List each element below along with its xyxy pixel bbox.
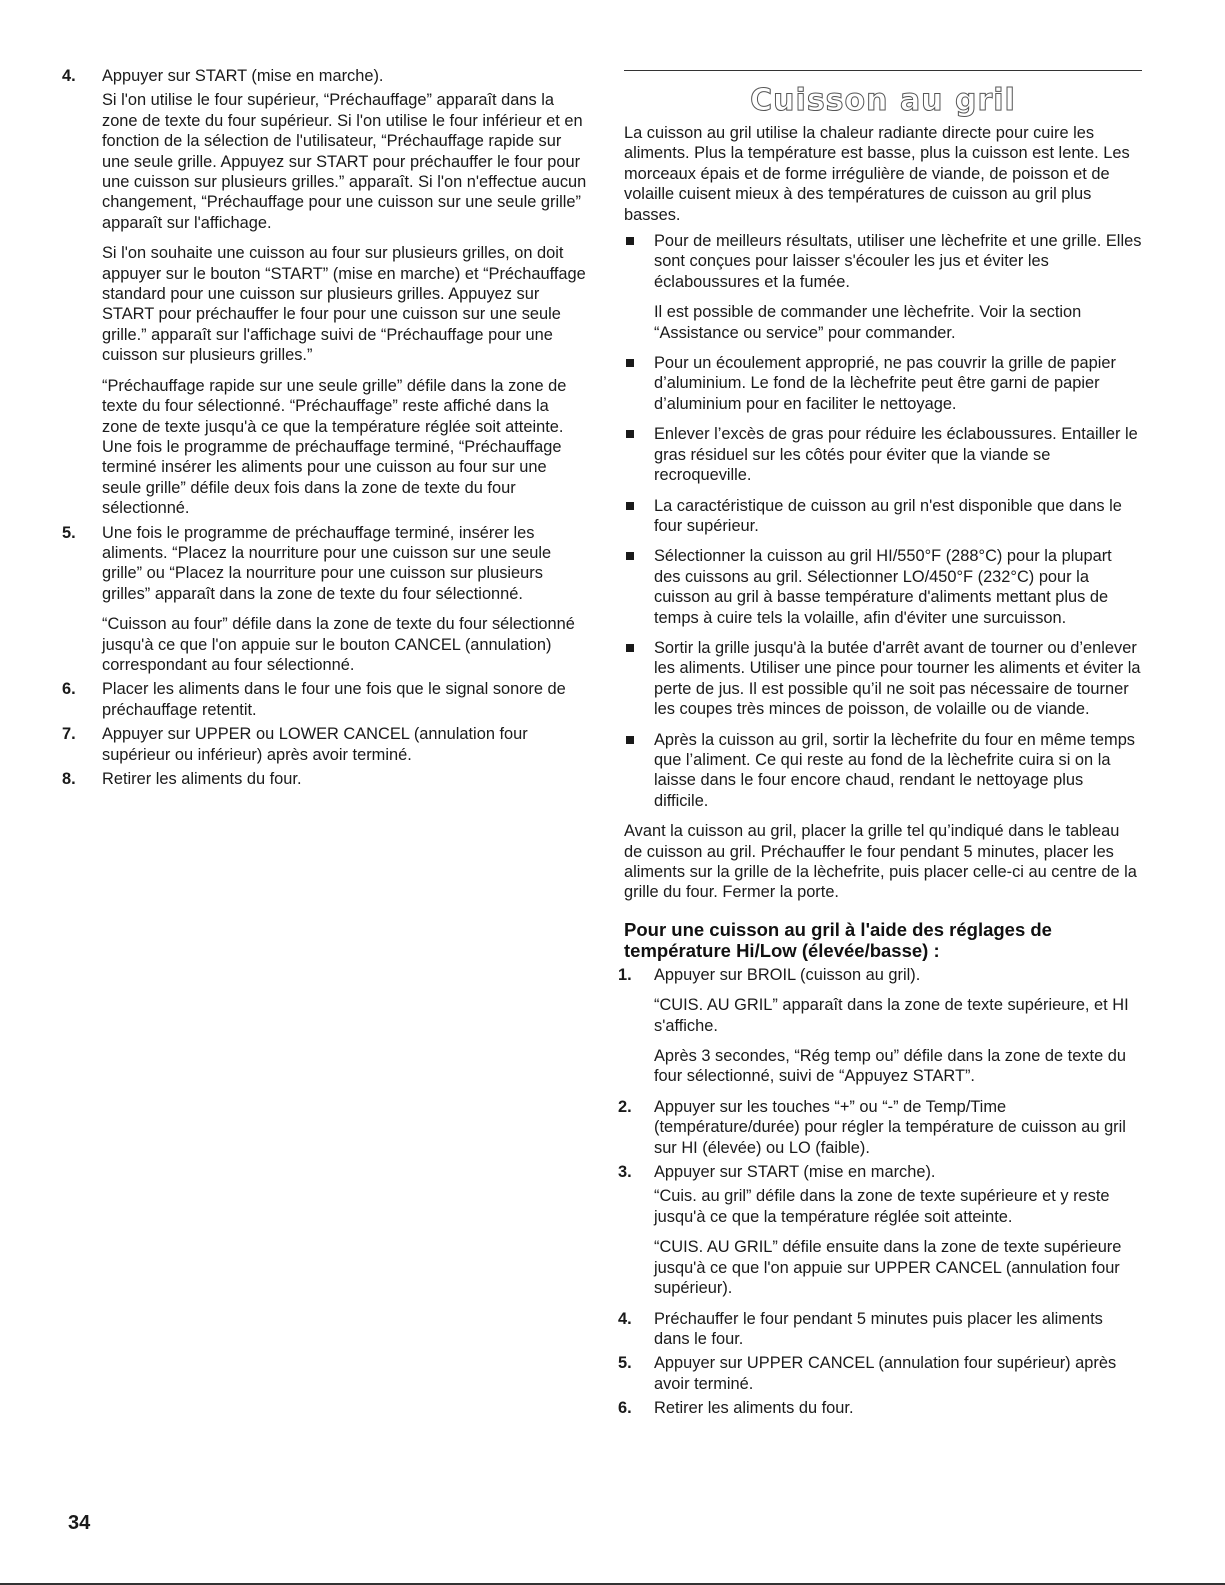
step-number: 5.	[618, 1354, 632, 1373]
step-number: 4.	[618, 1309, 632, 1328]
step-text: “Préchauffage rapide sur une seule grille” défile dans la zone de texte du four sélectionné. “Préchauffage” reste affiché dans la zone de texte jusqu'à ce que la température réglée soit atteinte. Une fois le programme de préchauffage terminé, “Préchauffage terminé insérer les aliments pour une cuisson au four sur une seule grille” défile deux fois dans la zone de texte du four sélectionné.	[102, 376, 567, 518]
step-number: 6.	[62, 680, 76, 699]
step-number: 7.	[62, 725, 76, 744]
list-item	[618, 965, 1142, 1087]
list-item	[62, 724, 588, 765]
list-item	[62, 679, 588, 720]
bullet-text: Enlever l’excès de gras pour réduire les éclaboussures. Entailler le gras résiduel sur les côtés pour éviter que la viande se recroqueville.	[654, 425, 1138, 485]
right-steps-list	[618, 965, 1142, 1419]
step-text: Appuyer sur START (mise en marche).	[102, 67, 384, 85]
step-text: Appuyer sur UPPER CANCEL (annulation four supérieur) après avoir terminé.	[654, 1354, 1117, 1393]
step-text: Retirer les aliments du four.	[654, 1399, 854, 1418]
bullet-square-icon	[626, 644, 634, 652]
step-number: 4.	[62, 67, 76, 85]
step-text: “CUIS. AU GRIL” apparaît dans la zone de texte supérieure, et HI s'affiche.	[654, 996, 1129, 1035]
tips-list	[624, 231, 1142, 811]
step-number: 3.	[618, 1163, 632, 1182]
before-broil-paragraph: Avant la cuisson au gril, placer la grille tel qu’indiqué dans le tableau de cuisson au gril. Préchauffer le four pendant 5 minutes, placer les aliments sur la grille de la lèchefrite, puis placer celle-ci au centre de la grille du four. Fermer la porte.	[624, 822, 1137, 902]
list-item	[62, 769, 588, 789]
list-item	[62, 66, 588, 519]
section-divider	[624, 70, 1142, 71]
list-item	[618, 1353, 1142, 1394]
bullet-square-icon	[626, 736, 634, 744]
page-number: 34	[68, 1512, 91, 1534]
step-text: Préchauffer le four pendant 5 minutes puis placer les aliments dans le four.	[654, 1309, 1103, 1348]
step-text: Appuyer sur les touches “+” ou “-” de Temp/Time (température/durée) pour régler la température de cuisson au gril sur HI (élevée) ou LO (faible).	[654, 1097, 1126, 1157]
step-text: “Cuisson au four” défile dans la zone de texte du four sélectionné jusqu'à ce que l'on appuie sur le bouton CANCEL (annulation) correspondant au four sélectionné.	[102, 615, 575, 674]
step-number: 5.	[62, 523, 76, 542]
step-number: 2.	[618, 1097, 632, 1116]
step-number: 6.	[618, 1399, 632, 1418]
step-text: Si l'on souhaite une cuisson au four sur plusieurs grilles, on doit appuyer sur le bouton “START” (mise en marche) et “Préchauffage standard pour une cuisson sur plusieurs grilles. Appuyez sur START pour préchauffer le four pour une cuisson sur une seule grille.” apparaît sur l'affichage suivi de “Préchauffage pour une cuisson sur plusieurs grilles.”	[102, 244, 586, 365]
bullet-square-icon	[626, 552, 634, 560]
bullet-text: Sortir la grille jusqu'à la butée d'arrêt avant de tourner ou d’enlever les aliments. Utiliser une pince pour tourner les aliments et éviter la perte de jus. Il est possible qu’il ne soit pas nécessaire de tourner les coupes très minces de poisson, de volaille ou de viande.	[654, 638, 1141, 719]
step-text: Si l'on utilise le four supérieur, “Préchauffage” apparaît dans la zone de texte du four supérieur. Si l'on utilise le four inférieur et en fonction de la sélection de l'utilisateur, “Préchauffage rapide sur une seule grille. Appuyez sur START pour préchauffer le four pour une cuisson sur plusieurs grilles.” apparaît. Si l'on n'effectue aucun changement, “Préchauffage pour une cuisson sur une seule grille” apparaît sur l'affichage.	[102, 91, 587, 232]
list-item	[624, 231, 1142, 343]
bullet-text: Pour de meilleurs résultats, utiliser une lèchefrite et une grille. Elles sont conçues pour laisser s'écouler les jus et éviter les éclaboussures et la fumée.	[654, 232, 1142, 291]
bullet-square-icon	[626, 359, 634, 367]
step-text: “Cuis. au gril” défile dans la zone de texte supérieure et y reste jusqu'à ce que la température réglée soit atteinte.	[654, 1187, 1110, 1226]
list-item	[62, 523, 588, 676]
bullet-text: La caractéristique de cuisson au gril n'est disponible que dans le four supérieur.	[654, 496, 1122, 535]
list-item	[624, 424, 1142, 485]
left-column	[62, 66, 588, 793]
left-steps-list	[62, 66, 588, 789]
bullet-text: Pour un écoulement approprié, ne pas couvrir la grille de papier d’aluminium. Le fond de la lèchefrite peut être garni de papier d’aluminium pour en faciliter le nettoyage.	[654, 354, 1116, 413]
list-item	[624, 546, 1142, 628]
step-text: Placer les aliments dans le four une fois que le signal sonore de préchauffage retentit.	[102, 680, 566, 719]
step-text: Retirer les aliments du four.	[102, 770, 302, 788]
list-item	[618, 1309, 1142, 1350]
bullet-square-icon	[626, 237, 634, 245]
step-text: Appuyer sur START (mise en marche).	[654, 1163, 936, 1182]
subheading: Pour une cuisson au gril à l'aide des réglages de température Hi/Low (élevée/basse) :	[624, 918, 1052, 961]
bullet-text: Après la cuisson au gril, sortir la lèchefrite du four en même temps que l’aliment. Ce qui reste au fond de la lèchefrite cuira si on la laisse dans le four encore chaud, rendant le nettoyage plus difficile.	[654, 730, 1136, 810]
list-item	[624, 638, 1142, 720]
step-text: Après 3 secondes, “Rég temp ou” défile dans la zone de texte du four sélectionné, suivi de “Appuyez START”.	[654, 1047, 1126, 1086]
step-number: 1.	[618, 965, 632, 984]
list-item	[624, 496, 1142, 537]
bullet-square-icon	[626, 430, 634, 438]
list-item	[618, 1162, 1142, 1298]
bullet-square-icon	[626, 502, 634, 510]
right-column	[618, 70, 1142, 1423]
step-text: Une fois le programme de préchauffage terminé, insérer les aliments. “Placez la nourriture pour une cuisson sur une seule grille” ou “Placez la nourriture pour une cuisson sur plusieurs grilles” apparaît dans la zone de texte du four sélectionné.	[102, 523, 552, 603]
step-text: Appuyer sur BROIL (cuisson au gril).	[654, 965, 921, 984]
list-item	[624, 730, 1142, 812]
section-title: Cuisson au gril	[750, 83, 1016, 118]
list-item	[618, 1097, 1142, 1158]
step-text: Appuyer sur UPPER ou LOWER CANCEL (annulation four supérieur ou inférieur) après avoir terminé.	[102, 725, 528, 764]
bullet-text: Sélectionner la cuisson au gril HI/550°F (288°C) pour la plupart des cuissons au gril. Sélectionner LO/450°F (232°C) pour la cuisson au gril à basse température d'aliments mettant plus de temps à cuire tels la volaille, afin d'éviter une surcuisson.	[654, 547, 1112, 627]
list-item	[624, 353, 1142, 414]
list-item	[618, 1398, 1142, 1418]
bullet-text: Il est possible de commander une lèchefrite. Voir la section “Assistance ou service” pour commander.	[654, 303, 1082, 342]
step-text: “CUIS. AU GRIL” défile ensuite dans la zone de texte supérieure jusqu'à ce que l'on appuie sur UPPER CANCEL (annulation four supérieur).	[654, 1238, 1122, 1298]
step-number: 8.	[62, 770, 76, 788]
intro-paragraph: La cuisson au gril utilise la chaleur radiante directe pour cuire les aliments. Plus la température est basse, plus la cuisson est lente. Les morceaux épais et de forme irrégulière de viande, de poisson et de volaille cuisent mieux à des températures de cuisson au gril plus basses.	[624, 124, 1130, 224]
